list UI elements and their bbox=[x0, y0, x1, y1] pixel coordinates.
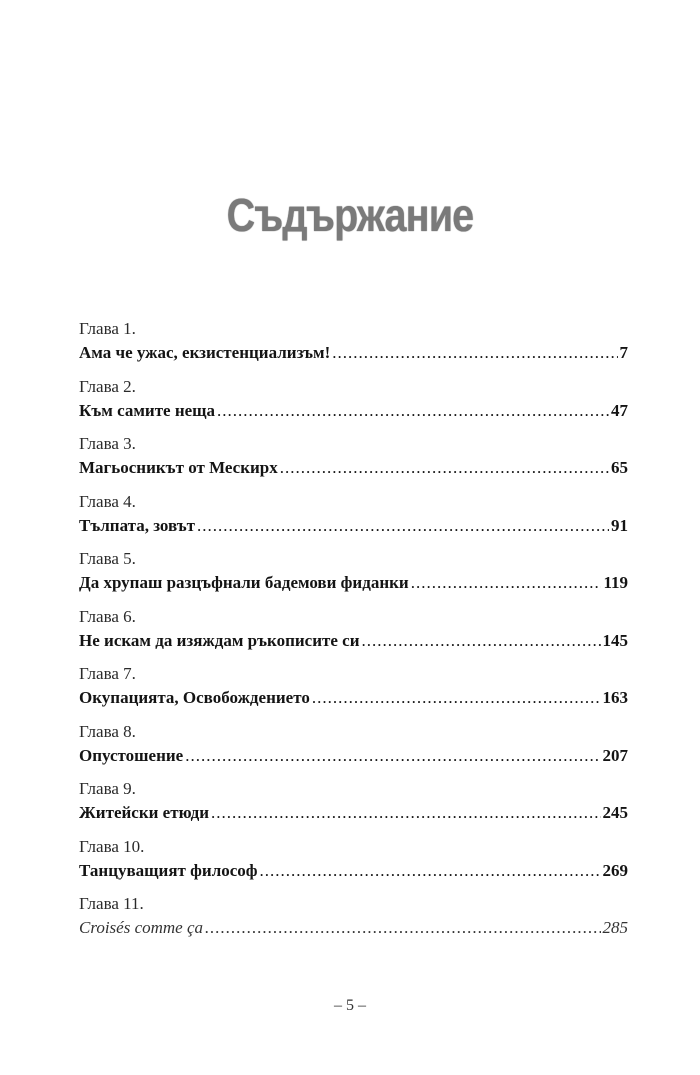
chapter-title: Тълпата, зовът bbox=[79, 515, 196, 535]
page-reference: 145 bbox=[602, 630, 628, 650]
page-reference: 285 bbox=[602, 918, 628, 937]
chapter-label: Глава 10. bbox=[79, 836, 145, 856]
page-number: – 5 – bbox=[334, 997, 366, 1014]
chapter-title: Да хрупаш разцъфнали бадемови фиданки bbox=[79, 573, 409, 592]
toc-entry bbox=[79, 318, 628, 376]
chapter-label: Глава 9. bbox=[79, 779, 136, 798]
dot-leader bbox=[332, 340, 617, 366]
page-reference: 47 bbox=[611, 400, 628, 420]
chapter-title: Ама че ужас, екзистенциализъм! bbox=[79, 343, 331, 362]
chapter-title: Към самите неща bbox=[79, 400, 216, 420]
chapter-label: Глава 8. bbox=[79, 721, 136, 741]
page-reference: 91 bbox=[611, 515, 628, 535]
toc-entry bbox=[79, 663, 628, 721]
dot-leader bbox=[312, 685, 601, 711]
dot-leader bbox=[362, 628, 601, 654]
chapter-label: Глава 4. bbox=[79, 491, 136, 511]
page-reference: 163 bbox=[602, 688, 628, 707]
toc-entry bbox=[79, 778, 628, 836]
toc-line[interactable] bbox=[79, 858, 628, 884]
page-reference: 245 bbox=[602, 803, 628, 822]
toc-entry bbox=[79, 433, 628, 491]
toc-line[interactable] bbox=[79, 915, 628, 941]
dot-leader bbox=[411, 570, 602, 596]
page-reference: 207 bbox=[602, 745, 628, 765]
chapter-label: Глава 3. bbox=[79, 434, 136, 453]
toc-entry bbox=[79, 606, 628, 664]
toc-entry bbox=[79, 836, 628, 894]
chapter-label: Глава 7. bbox=[79, 664, 136, 683]
page-reference: 269 bbox=[602, 860, 628, 880]
chapter-label: Глава 2. bbox=[79, 376, 136, 396]
dot-leader bbox=[197, 513, 609, 539]
toc-line[interactable] bbox=[79, 685, 628, 711]
toc-entry bbox=[79, 721, 628, 779]
toc-entry bbox=[79, 548, 628, 606]
chapter-label: Глава 6. bbox=[79, 606, 136, 626]
toc-entry bbox=[79, 491, 628, 549]
table-of-contents bbox=[79, 318, 628, 951]
toc-line[interactable] bbox=[79, 800, 628, 826]
toc-line[interactable] bbox=[79, 455, 628, 481]
chapter-label: Глава 11. bbox=[79, 894, 144, 913]
chapter-title: Окупацията, Освобождението bbox=[79, 688, 310, 707]
chapter-title: Житейски етюди bbox=[79, 803, 209, 822]
dot-leader bbox=[205, 915, 600, 941]
toc-line[interactable] bbox=[79, 340, 628, 366]
chapter-label: Глава 5. bbox=[79, 549, 136, 568]
dot-leader bbox=[260, 858, 601, 884]
chapter-title: Танцуващият философ bbox=[79, 860, 258, 880]
chapter-title: Опустошение bbox=[79, 745, 184, 765]
toc-line[interactable] bbox=[79, 743, 628, 769]
page-title: Съдържание bbox=[226, 189, 474, 241]
toc-entry bbox=[79, 376, 628, 434]
page-reference: 119 bbox=[603, 573, 628, 592]
page-reference: 65 bbox=[611, 458, 628, 477]
dot-leader bbox=[217, 398, 609, 424]
toc-line[interactable] bbox=[79, 398, 628, 424]
toc-line[interactable] bbox=[79, 513, 628, 539]
chapter-title: Магьосникът от Мескирх bbox=[79, 458, 278, 477]
dot-leader bbox=[280, 455, 609, 481]
toc-line[interactable] bbox=[79, 570, 628, 596]
chapter-label: Глава 1. bbox=[79, 319, 136, 338]
dot-leader bbox=[211, 800, 601, 826]
toc-entry bbox=[79, 893, 628, 951]
toc-line[interactable] bbox=[79, 628, 628, 654]
chapter-title: Не искам да изяждам ръкописите си bbox=[79, 630, 360, 650]
page-reference: 7 bbox=[619, 343, 628, 362]
dot-leader bbox=[185, 743, 600, 769]
chapter-title: Croisés comme ça bbox=[79, 918, 204, 937]
